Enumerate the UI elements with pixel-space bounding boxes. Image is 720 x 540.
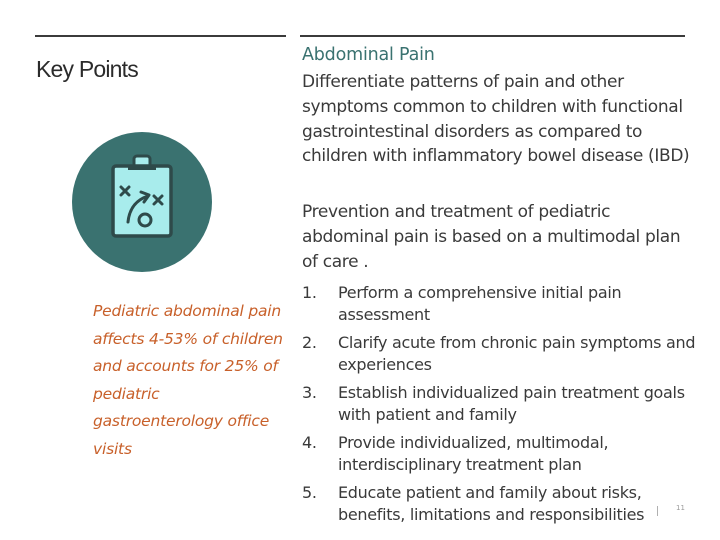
statistic-callout: Pediatric abdominal pain affects 4-53% of children and accounts for 25% of pediatric gastroenterology office visits (93, 302, 283, 458)
intro-paragraph: Differentiate patterns of pain and other symptoms common to children with functional gastrointestinal disorders as compared to children with inflammatory bowel disease (IBD) (302, 72, 690, 167)
step-number: 3. (302, 383, 317, 402)
step-item (302, 332, 702, 382)
step-item (302, 282, 702, 332)
step-text: Perform a comprehensive initial pain assessment (338, 283, 622, 324)
prevention-paragraph: Prevention and treatment of pediatric abdominal pain is based on a multimodal plan of care . (302, 202, 681, 272)
step-item (302, 382, 702, 432)
step-text: Establish individualized pain treatment goals with patient and family (338, 383, 685, 424)
step-number: 4. (302, 433, 317, 452)
step-item (302, 432, 702, 482)
footer-separator (657, 506, 658, 516)
step-text: Clarify acute from chronic pain symptoms and experiences (338, 333, 696, 374)
left-divider-line (35, 35, 286, 37)
step-text: Provide individualized, multimodal, interdisciplinary treatment plan (338, 433, 609, 474)
section-title: Abdominal Pain (302, 45, 435, 65)
right-divider-line (300, 35, 685, 37)
step-item (302, 482, 702, 532)
care-plan-steps (302, 282, 702, 532)
step-number: 1. (302, 283, 317, 302)
step-number: 5. (302, 483, 317, 502)
key-points-title: Key Points (36, 56, 138, 82)
step-text: Educate patient and family about risks, benefits, limitations and responsibilities (338, 483, 645, 524)
step-number: 2. (302, 333, 317, 352)
clipboard-strategy-icon (72, 132, 212, 272)
page-number: 11 (676, 504, 685, 512)
